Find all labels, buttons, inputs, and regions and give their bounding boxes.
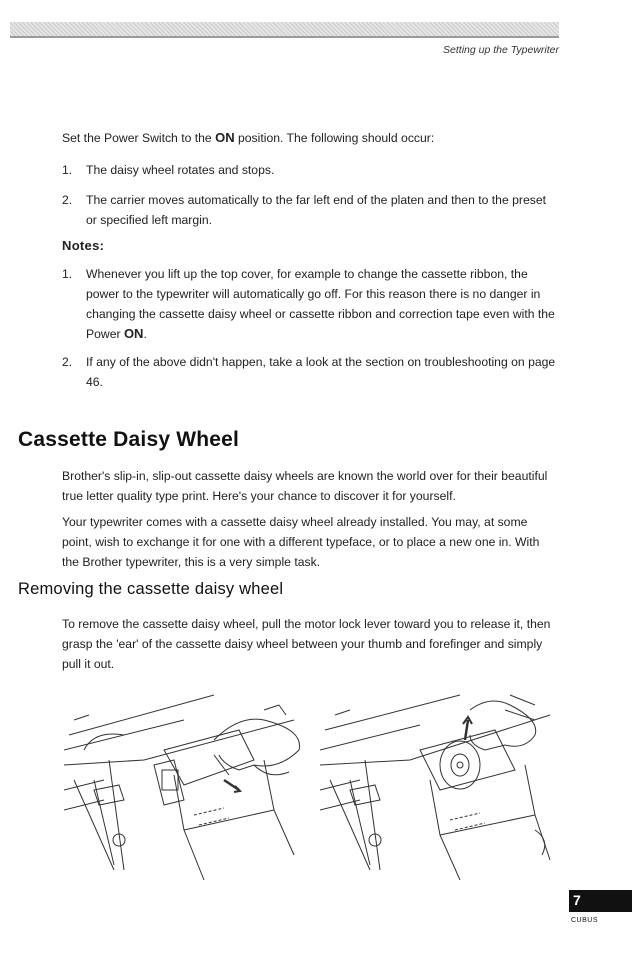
note-text: Whenever you lift up the top cover, for example to change the cassette ribbon, the power to the typewriter will automatically go off. For this reason there is no danger in changing the cassette daisy wheel or cassette ribbon and correction tape even with the Power (86, 267, 555, 341)
list-number: 2. (62, 355, 73, 369)
notes-list (62, 264, 558, 344)
steps-list-2 (62, 190, 558, 230)
notes-heading (62, 236, 558, 256)
page-number-tab (569, 890, 632, 912)
intro-text-after: position. The following should occur: (234, 131, 435, 145)
list-item (62, 264, 558, 344)
page-number: 7 (573, 892, 581, 908)
subsection-heading: Removing the cassette daisy wheel (18, 580, 284, 598)
illustration-motor-lock-lever (64, 690, 309, 880)
list-text: The daisy wheel rotates and stops. (86, 163, 275, 177)
running-head: Setting up the Typewriter (443, 44, 559, 56)
list-text: The carrier moves automatically to the far left end of the platen and then to the preset or specified left margin. (86, 193, 547, 227)
list-number: 2. (62, 193, 73, 207)
notes-list-2 (62, 352, 558, 392)
list-text (86, 264, 558, 344)
intro-bold: ON (215, 130, 235, 145)
header-band (10, 22, 559, 38)
section-heading: Cassette Daisy Wheel (18, 428, 240, 451)
paragraph: To remove the cassette daisy wheel, pull the motor lock lever toward you to release it, then grasp the 'ear' of the cassette daisy wheel between your thumb and forefinger and simply pull it out. (62, 617, 551, 671)
section2-paragraph (62, 614, 558, 674)
note-after: . (143, 327, 147, 341)
steps-list (62, 160, 558, 180)
list-number: 1. (62, 163, 73, 177)
paragraph: Brother's slip-in, slip-out cassette daisy wheels are known the world over for their beautiful true letter quality type print. Here's your chance to discover it for yourself. (62, 469, 548, 503)
list-item (62, 160, 558, 180)
intro-paragraph (62, 128, 558, 148)
note-bold: ON (123, 326, 144, 341)
paragraph: Your typewriter comes with a cassette daisy wheel already installed. You may, at some point, wish to exchange it for one with a different typeface, or to place a new one in. With the Brother typewriter, this is a very simple task. (62, 515, 540, 569)
list-number: 1. (62, 267, 73, 281)
list-item (62, 190, 558, 230)
illustration-remove-daisy-wheel (320, 690, 565, 880)
list-text: If any of the above didn't happen, take a look at the section on troubleshooting on page 46. (86, 355, 556, 389)
section1-paragraph-2 (62, 512, 558, 572)
publisher-mark: CUBUS (571, 917, 599, 924)
list-item (62, 352, 558, 392)
section1-paragraph (62, 466, 558, 506)
notes-heading-text: Notes: (62, 238, 105, 253)
intro-text-before: Set the Power Switch to the (62, 131, 216, 145)
